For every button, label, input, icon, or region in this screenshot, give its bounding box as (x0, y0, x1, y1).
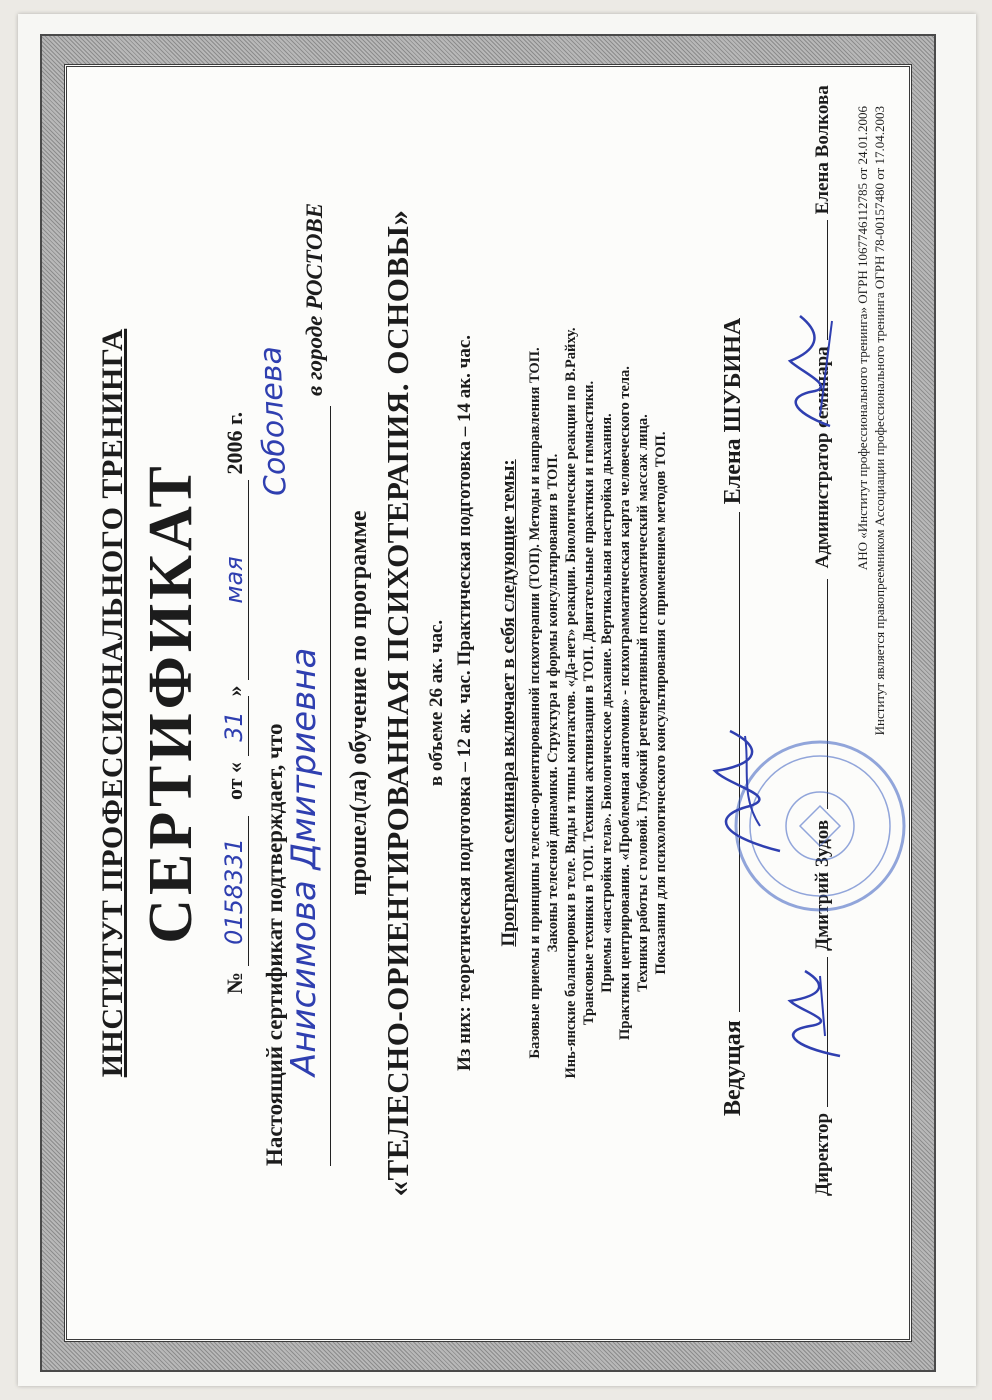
topics-list (526, 70, 670, 1336)
program-hours: Из них: теоретическая подготовка – 12 ак. час. Практическая подготовка – 14 ак. час. (454, 334, 475, 1072)
legal-line-successor: Институт является правопреемником Ассоциации профессионального тренинга ОГРН 78-00157480 от 17.04.2003 (872, 106, 887, 736)
topic-item: Техники работы с головой. Глубокий регенеративный психосоматический массаж лица. (635, 414, 651, 992)
director-signature-icon (770, 956, 860, 1066)
confirm-text: Настоящий сертификат подтверждает, что (262, 723, 287, 1166)
topic-item: Показания для психологического консультирования с применением методов ТОП. (653, 431, 669, 975)
admin-signature-icon (770, 306, 850, 436)
topic-item: Законы телесной динамики. Структура и формы консультирования в ТОП. (545, 453, 561, 953)
date-year: 2006 г. (222, 411, 247, 475)
topic-item: Приемы «настройки тела». Биологическое дыхание. Вертикальная настройка дыхания. (599, 413, 615, 993)
topic-item: Практики центрирования. «Проблемная анатомия» - психограмматическая карта человеческого тела. (617, 366, 633, 1040)
person-name: Анисимова Дмитриевна (284, 647, 324, 1076)
certificate-number: 0158331 (220, 816, 249, 966)
program-name: «ТЕЛЕСНО-ОРИЕНТИРОВАННАЯ ПСИХОТЕРАПИЯ. ОСНОВЫ» (380, 209, 415, 1197)
lead-signature-icon (690, 716, 800, 866)
director-label: Директор (812, 1112, 833, 1196)
topic-item: Базовые приемы и принципы телесно-ориентированной психотерапии (ТОП). Методы и направления ТОП. (527, 347, 543, 1059)
handwritten-surname: Соболева (253, 345, 294, 497)
lead-label: Ведущая (720, 1020, 746, 1116)
topic-item: Трансовые техники в ТОП. Техники активизации в ТОП. Двигательные практики и гимнастики. (581, 380, 597, 1026)
date-month: мая (220, 480, 249, 680)
certificate-number-line (220, 70, 249, 1336)
passed-text: прошел(ла) обучение по программе (346, 510, 372, 896)
certificate-title: СЕРТИФИКАТ (137, 462, 205, 944)
lead-name: Елена ШУБИНА (720, 317, 746, 505)
date-from-label: от « (222, 761, 247, 800)
institute-name: ИНСТИТУТ ПРОФЕССИОНАЛЬНОГО ТРЕНИНГА (96, 328, 129, 1078)
topic-item: Инь-янские балансировки в теле. Виды и типы контактов. «Да-нет» реакции. Биологические реакции по В.Райху. (563, 327, 579, 1079)
date-day: 31 (220, 696, 249, 756)
topics-heading: Программа семинара включает в себя следующие темы: (498, 459, 519, 947)
certificate-content (70, 70, 906, 1336)
date-day-close: » (222, 685, 247, 697)
admin-label: Администратор семинара (812, 346, 833, 569)
admin-name: Елена Волкова (812, 85, 833, 215)
director-name: Дмитрий Зудов (812, 819, 833, 951)
program-volume: в объеме 26 ак. час. (426, 619, 447, 787)
legal-line-ano: АНО «Институт профессионального тренинга» ОГРН 1067746112785 от 24.01.2006 (855, 106, 870, 571)
city-label: в городе РОСТОВЕ (302, 202, 327, 396)
number-label: № (222, 971, 247, 995)
